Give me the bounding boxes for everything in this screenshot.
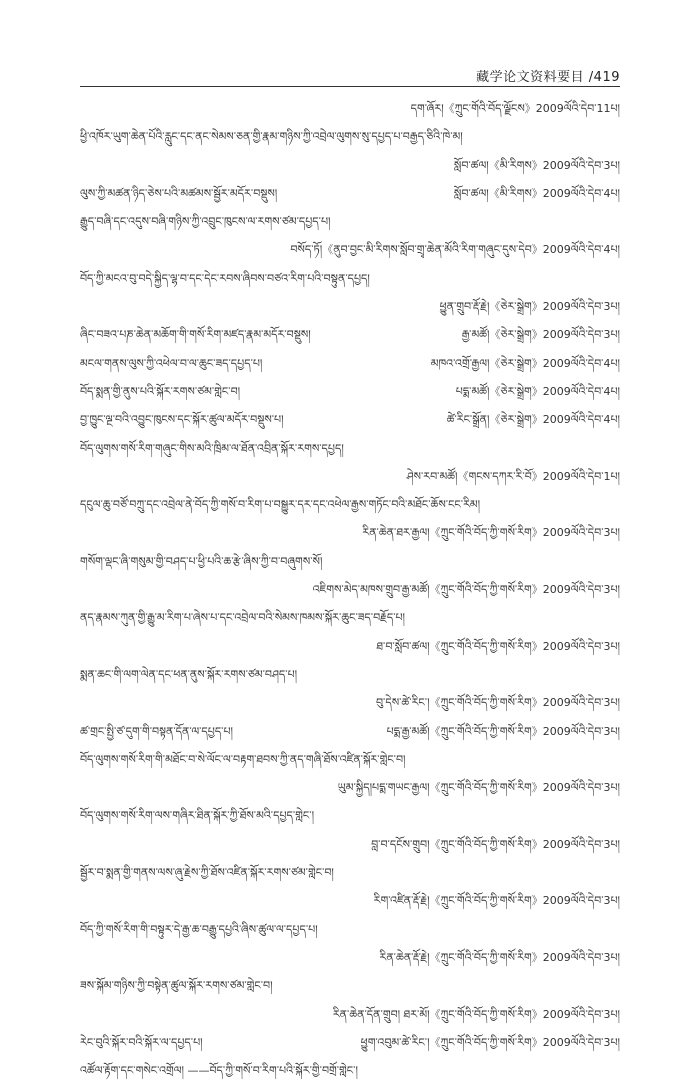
entry-citation: ཡུམ་སྐྱིད།པདྨ་གཡང་རྒྱལ།《ཀྲུང་གོའི་བོད་ཀྱི་གསོ་རིག》2009ལོའི་དེབ་3པ། bbox=[337, 781, 620, 795]
entry-title: བོད་ལུགས་གསོ་རིག་ལས་གཞིར་ཐིན་སྐོར་ཀྱི་ཐོས་མའི་དཔྱད་གླེང་། bbox=[80, 809, 315, 823]
entry-citation: སློབ་ཚལ།《མི་རིགས》2009ལོའི་དེབ་4པ། bbox=[453, 186, 620, 200]
entry-line bbox=[80, 321, 620, 349]
header-rule bbox=[80, 86, 620, 87]
entry-title: བོད་ལུགས་གསོ་རིག་གཞུང་གིས་མའི་ཁྲིམ་ལ་ཐོན་འབྲིན་སྐོར་རགས་དཔྱད། bbox=[80, 441, 344, 455]
entry-citation: ཐ་བ་སློབ་ཚལ།《ཀྲུང་གོའི་བོད་ཀྱི་གསོ་རིག》2009ལོའི་དེབ་3པ། bbox=[376, 639, 620, 653]
entry-title: བོད་ཀྱི་མངའ་བུ་བདེ་སྐྱིད་ལྷ་བ་དང་དེང་རབས་ཞིབས་བཙའ་རིག་པའི་བསྟུན་དཔྱད། bbox=[80, 271, 370, 285]
entry-title: ཚ་གྲང་སྤྱི་ཙ་དུག་གི་བསྟན་དོན་ལ་དཔྱད་པ། bbox=[80, 724, 233, 738]
entry-citation: ཕྱུན་གྲུབ་རྡོ་རྗེ།《ཅེར་སྒྲེག》2009ལོའི་དེབ་3པ། bbox=[439, 300, 620, 314]
entry-citation: མཁའ་འགྲོ་རྒྱལ།《ཅེར་སྒྲེག》2009ལོའི་དེབ་4པ། bbox=[430, 356, 620, 370]
entry-title: བྱ་ཁྱུང་ལྔ་བའི་འབྱུང་ཁུངས་དང་སྐོར་ཚུལ་མདོར་བསྡུས་པ། bbox=[80, 413, 284, 427]
entry-line bbox=[80, 350, 620, 378]
entry-title: སྦྱོར་བ་སྨན་གྱི་གནས་ལས་ཞུ་རྗེས་ཀྱི་ཐོས་འཛིན་སྐོར་རགས་ཙམ་གླེང་བ། bbox=[80, 866, 334, 880]
entry-citation: བླ་བ་དངོས་གྲུབ།《ཀྲུང་གོའི་བོད་ཀྱི་གསོ་རིག》2009ལོའི་དེབ་3པ། bbox=[371, 837, 620, 851]
entry-citation: ཕྱུག་འབུམ་ཚེ་རིང་།《ཀྲུང་གོའི་བོད་ཀྱི་གསོ་རིག》2009ལོའི་དེབ་3པ། bbox=[360, 1035, 620, 1049]
running-header-title: 藏学论文资料要目 /419 bbox=[476, 70, 620, 85]
entry-title: ཞིང་བཟའ་པཎ་ཆེན་མཆོག་གི་གསོ་རིག་མཛད་རྣམ་མདོར་བསྡུས། bbox=[80, 328, 311, 342]
entry-title: དངུལ་ཆུ་བཙོ་བཀྲུ་དང་འབྲེལ་ནེ་བོད་ཀྱི་གསོ་བ་རིག་པ་བསྒྱུར་དར་དང་འཕེལ་རྒྱས་གཏོང་བའི་མཐོང་ཆོས་ངང་རིམ། bbox=[80, 498, 481, 512]
entry-citation: རིག་འཛིན་རྡོ་རྗེ།《ཀྲུང་གོའི་བོད་ཀྱི་གསོ་རིག》2009ལོའི་དེབ་3པ། bbox=[373, 894, 620, 908]
entry-title: རེང་བུའི་སྐོར་བའི་སྐོར་ལ་དཔྱད་པ། bbox=[80, 1035, 203, 1049]
entry-title: ཟས་སྐོམ་གཉིས་ཀྱི་བསྟེན་ཚུལ་སྐོར་རགས་ཙམ་གླེང་བ། bbox=[80, 979, 273, 993]
entry-title: ཕྱི་འཁོར་ཡུག་ཆེན་པོའི་རླུང་དང་ནང་སེམས་ཅན་གྱི་རྣམ་གཉིས་ཀྱི་འབྲེལ་ལུགས་སུ་དཔྱད་པ་བརྒྱད་ཅིའི་ཁེ་མ། bbox=[80, 130, 463, 144]
entry-citation: རིན་ཆེན་ཐར་རྒྱལ།《ཀྲུང་གོའི་བོད་ཀྱི་གསོ་རིག》2009ལོའི་དེབ་3པ། bbox=[362, 526, 620, 540]
entry-title: ནད་རྣམས་ཀུན་གྱི་རྒྱུ་མ་རིག་པ་ཞེས་པ་དང་འབྲེལ་བའི་སེམས་ཁམས་སྐོར་ཆུང་ཟད་བརྗོད་པ། bbox=[80, 611, 406, 625]
entry-citation: བུ་དེས་ཚེ་རིང་།《ཀྲུང་གོའི་བོད་ཀྱི་གསོ་རིག》2009ལོའི་དེབ་3པ། bbox=[375, 696, 620, 710]
entry-line bbox=[80, 378, 620, 406]
entry-line bbox=[80, 718, 620, 746]
entry-citation: དག་ཞོར།《ཀྲུང་གོའི་བོད་ལྗོངས》2009ལོའི་དེབ་11པ། bbox=[410, 102, 620, 115]
entry-citation: ཚེ་རིང་སྒྲོན།《ཅེར་སྒྲེག》2009ལོའི་དེབ་4པ། bbox=[446, 413, 620, 427]
entry-citation: རིན་ཆེན་རྡོ་རྗེ།《ཀྲུང་གོའི་བོད་ཀྱི་གསོ་རིག》2009ལོའི་དེབ་3པ། bbox=[379, 950, 620, 964]
entry-citation: པདྨ་རྒྱ་མཚོ།《ཀྲུང་གོའི་བོད་ཀྱི་གསོ་རིག》2009ལོའི་དེབ་3པ། bbox=[386, 724, 620, 738]
entry-citation: འཇིགས་མེད་མཁས་གྲུབ་རྒྱ་མཚོ།《ཀྲུང་གོའི་བོད་ཀྱི་གསོ་རིག》2009ལོའི་དེབ་3པ། bbox=[312, 583, 620, 597]
entry-citation: ཤེས་རབ་མཚོ།《གངས་དཀར་རི་བོ》2009ལོའི་དེབ་1པ། bbox=[406, 469, 620, 483]
entry-citation: བསོད་ཏོ།《ནུབ་བྱང་མི་རིགས་སློབ་གྲྭ་ཆེན་མོའི་རིག་གཞུང་དུས་དེབ》2009ལོའི་དེབ་4པ། bbox=[290, 243, 620, 257]
entry-title: གསོག་ལྡང་ཞི་གསུམ་གྱི་བཤད་པ་ཕྱི་པའི་ཆ་རྩེ་ཞིས་ཀྱི་བ་བཞུགས་སོ། bbox=[80, 554, 323, 568]
entry-title: ལུས་ཀྱི་མཚན་ཉིད་ཅེས་པའི་མཚམས་སྦྱོར་མདོར་བསྡུས། bbox=[80, 186, 278, 200]
entry-citation: སློབ་ཚལ།《མི་རིགས》2009ལོའི་དེབ་3པ། bbox=[453, 158, 620, 172]
entry-title: འཚོལ་རྟོག་དང་གསེང་འགྲོལ། ——བོད་ཀྱི་གསོ་བ་རིག་པའི་སྐོར་གྱི་བགྲོ་གླེང་། bbox=[80, 1064, 358, 1078]
entry-title: བོད་ཀྱི་གསོ་རིག་གི་བསྟུར་དེ་རྒྱ་ཆ་བརྒྱུ་དཔྱའི་ཞིས་ཚུལ་ལ་དཔྱད་པ། bbox=[80, 922, 318, 936]
bibliography-list bbox=[80, 95, 620, 1085]
entry-title: མངལ་གནས་ལུས་ཀྱི་འཕེལ་བ་ལ་ཆུང་ཟད་དཔྱད་པ། bbox=[80, 356, 263, 370]
entry-citation: རྒྱ་མཚོ།《ཅེར་སྒྲེག》2009ལོའི་དེབ་3པ། bbox=[461, 328, 620, 342]
page-header bbox=[80, 66, 620, 85]
entry-citation: པདྨ་མཚོ།《ཅེར་སྒྲེག》2009ལོའི་དེབ་4པ། bbox=[455, 384, 620, 398]
entry-title: རྒྱུད་བཞི་དང་འདུས་བཞི་གཉིས་ཀྱི་འབྲུང་ཁུངས་ལ་རགས་ཙམ་དཔྱད་པ། bbox=[80, 215, 331, 229]
entry-line bbox=[80, 180, 620, 208]
entry-title: བོད་ལུགས་གསོ་རིག་གི་མཐོང་བ་སེ་ལོང་ལ་བརྟག་ཐབས་ཀྱི་ནད་གཞི་ཐོས་འཛིན་སྐོར་གླེང་བ། bbox=[80, 752, 406, 766]
entry-citation: རིན་ཆེན་དོན་གྲུབ། ཐར་མོ།《ཀྲུང་གོའི་བོད་ཀྱི་གསོ་རིག》2009ལོའི་དེབ་3པ། bbox=[332, 1007, 620, 1021]
entry-title: སྨན་ཆང་གི་ལག་ལེན་དང་ཕན་ནུས་སྐོར་རགས་ཙམ་བཤད་པ། bbox=[80, 667, 298, 681]
entry-line bbox=[80, 406, 620, 434]
entry-line bbox=[80, 1029, 620, 1057]
entry-title: བོད་སྨན་གྱི་ནུས་པའི་སྐོར་རགས་ཙམ་གླེང་བ། bbox=[80, 384, 241, 398]
